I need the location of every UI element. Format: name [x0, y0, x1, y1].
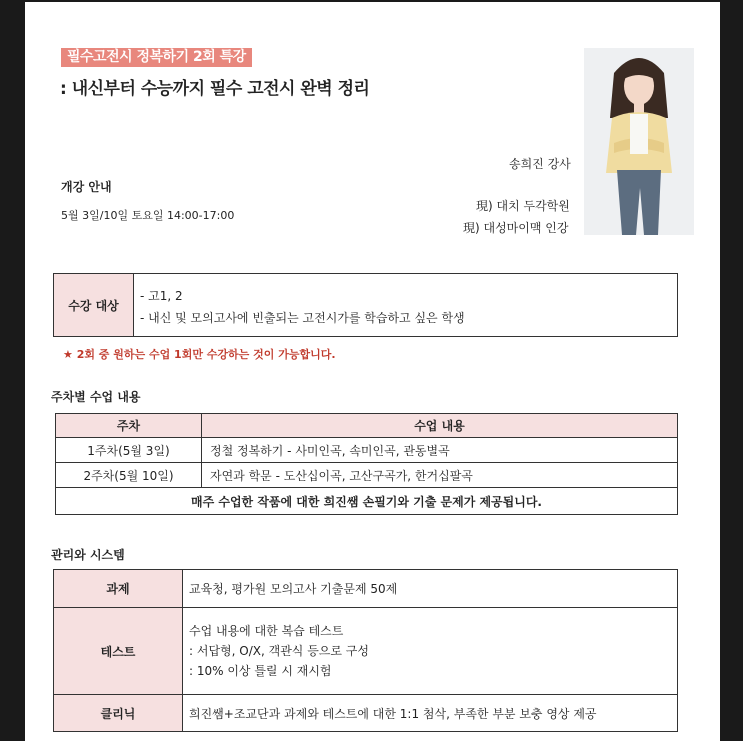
table-header-row [56, 414, 678, 438]
target-item: - 내신 및 모의고사에 빈출되는 고전시가를 학습하고 싶은 학생 [140, 311, 465, 325]
table-row [56, 463, 678, 488]
row-value-line: : 서답형, O/X, 객관식 등으로 구성 [189, 644, 369, 658]
table-row [54, 695, 678, 732]
column-header: 주차 [56, 414, 202, 438]
row-label: 테스트 [54, 608, 183, 695]
week-cell: 2주차(5월 10일) [56, 463, 202, 488]
row-value [183, 608, 678, 695]
opening-info-heading: 개강 안내 [61, 180, 112, 194]
table-row [56, 438, 678, 463]
target-box [53, 273, 678, 337]
teacher-name: 송희진 강사 [509, 157, 571, 171]
row-value: 희진쌤+조교단과 과제와 테스트에 대한 1:1 첨삭, 부족한 부분 보충 영상 제공 [183, 695, 678, 732]
row-label: 클리닉 [54, 695, 183, 732]
page-title: : 내신부터 수능까지 필수 고전시 완벽 정리 [60, 79, 370, 99]
opening-schedule: 5월 3일/10일 토요일 14:00-17:00 [61, 209, 235, 222]
row-value: 교육청, 평가원 모의고사 기출문제 50제 [183, 570, 678, 608]
content-cell: 정철 정복하기 - 사미인곡, 속미인곡, 관동별곡 [202, 438, 678, 463]
weekly-footnote: 매주 수업한 작품에 대한 희진쌤 손필기와 기출 문제가 제공됩니다. [56, 488, 678, 515]
target-label: 수강 대상 [54, 274, 134, 336]
row-value-line: : 10% 이상 틀릴 시 재시험 [189, 664, 332, 678]
weekly-table [55, 413, 678, 515]
management-table [53, 569, 678, 732]
teacher-affiliation-2: 現) 대성마이맥 인강 [463, 221, 569, 235]
column-header: 수업 내용 [202, 414, 678, 438]
teacher-affiliation-1: 現) 대치 두각학원 [476, 199, 570, 213]
management-section-title: 관리와 시스템 [51, 548, 125, 562]
row-label: 과제 [54, 570, 183, 608]
table-row [54, 570, 678, 608]
target-item: - 고1, 2 [140, 289, 183, 303]
table-row [54, 608, 678, 695]
special-lecture-badge: 필수고전시 정복하기 2회 특강 [61, 48, 252, 67]
notice-text: ★ 2회 중 원하는 수업 1회만 수강하는 것이 가능합니다. [63, 348, 336, 361]
weekly-section-title: 주차별 수업 내용 [51, 390, 141, 404]
content-cell: 자연과 학문 - 도산십이곡, 고산구곡가, 한거십팔곡 [202, 463, 678, 488]
table-footer-row [56, 488, 678, 515]
row-value-line: 수업 내용에 대한 복습 테스트 [189, 624, 344, 638]
week-cell: 1주차(5월 3일) [56, 438, 202, 463]
teacher-photo [584, 48, 694, 235]
